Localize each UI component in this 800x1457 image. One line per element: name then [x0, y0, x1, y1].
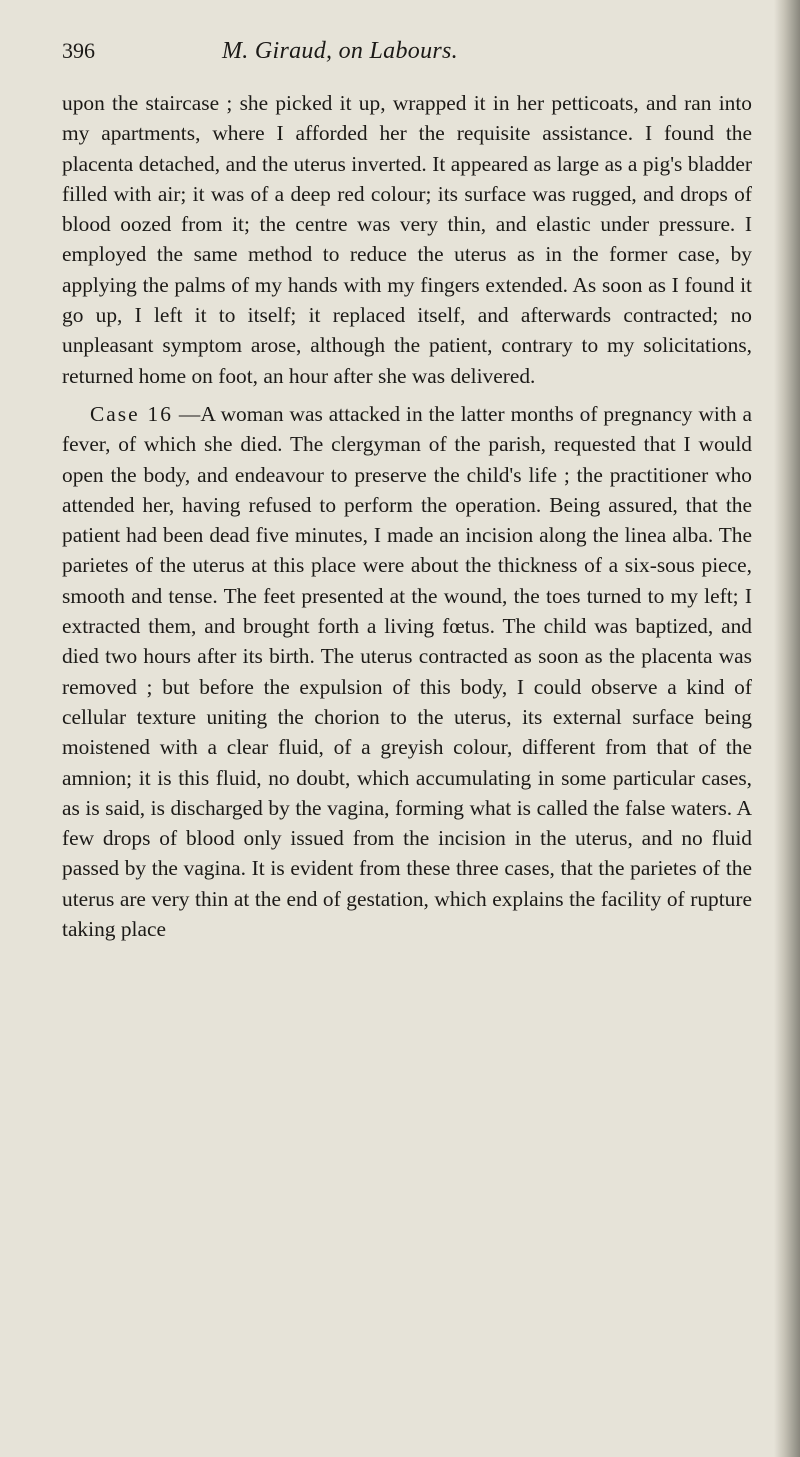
running-head: M. Giraud, on Labours.	[222, 38, 458, 64]
paragraph-2	[62, 399, 752, 944]
paragraph-1: upon the staircase ; she picked it up, wrapped it in her petticoats, and ran into my apartments, where I afforded her the requisite assistance. I found the placenta detached, and the uterus inverted. It appeared as large as a pig's bladder filled with air; it was of a deep red colour; its surface was rugged, and drops of blood oozed from it; the centre was very thin, and elastic under pressure. I employed the same method to reduce the uterus as in the former case, by applying the palms of my hands with my fingers extended. As soon as I found it go up, I left it to itself; it replaced itself, and afterwards contracted; no unpleasant symptom arose, although the patient, contrary to my solicitations, returned home on foot, an hour after she was delivered.	[62, 91, 752, 388]
paragraph-2-text: —A woman was attacked in the latter months of pregnancy with a fever, of which she died. The clergyman of the parish, requested that I would open the body, and endeavour to preserve the child's life ; the practitioner who attended her, having refused to perform the operation. Being assured, that the patient had been dead five minutes, I made an incision along the linea alba. The parietes of the uterus at this place were about the thickness of a six-sous piece, smooth and tense. The feet presented at the wound, the toes turned to my left; I extracted them, and brought forth a living fœtus. The child was baptized, and died two hours after its birth. The uterus contracted as soon as the placenta was removed ; but before the expulsion of this body, I could observe a kind of cellular texture uniting the chorion to the uterus, its external surface being moistened with a clear fluid, of a greyish colour, different from that of the amnion; it is this fluid, no doubt, which accumulating in some particular cases, as is said, is discharged by the vagina, forming what is called the false waters. A few drops of blood only issued from the incision in the uterus, and no fluid passed by the vagina. It is evident from these three cases, that the parietes of the uterus are very thin at the end of gestation, which explains the facility of rupture taking place	[62, 401, 752, 942]
page-number: 396	[62, 38, 95, 63]
case-label: Case 16	[90, 401, 173, 426]
page-header	[62, 38, 752, 78]
body-text	[62, 88, 752, 944]
page-edge-shadow	[774, 0, 800, 1457]
